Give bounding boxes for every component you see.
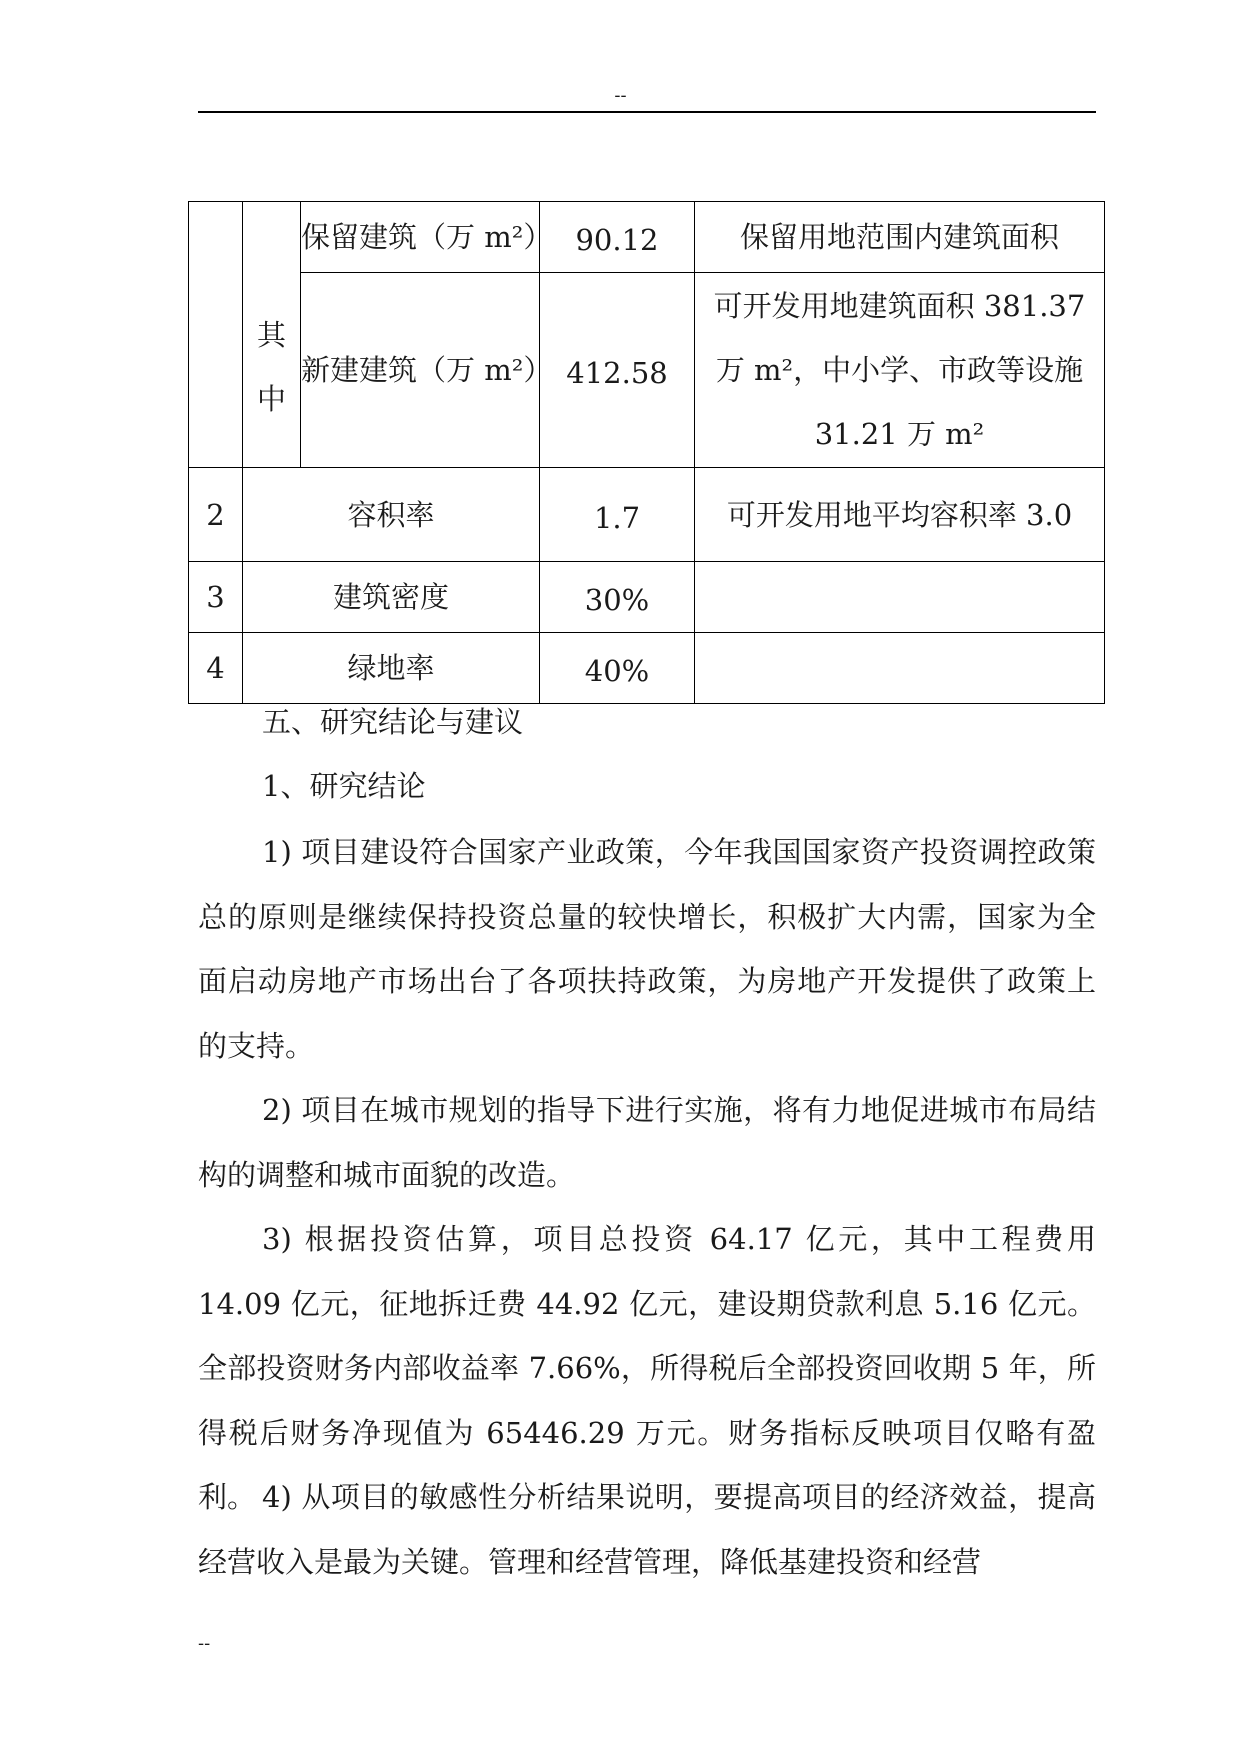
item-name-cell: 容积率	[243, 468, 540, 562]
table-row	[189, 273, 1105, 468]
qizhong-char-1: 其	[256, 317, 286, 352]
item-note-cell: 可开发用地平均容积率 3.0	[695, 468, 1105, 562]
item-note-cell	[695, 633, 1105, 704]
table-row	[189, 633, 1105, 704]
row-number-cell: 4	[189, 633, 243, 704]
header-rule	[198, 111, 1096, 113]
subsection-heading: 1、研究结论	[262, 769, 426, 803]
note-line: 31.21 万 m²	[814, 417, 985, 451]
item-note-cell: 保留用地范围内建筑面积	[695, 202, 1105, 273]
page-footer-mark: --	[198, 1633, 211, 1654]
row-number-cell	[189, 202, 243, 468]
table-row	[189, 202, 1105, 273]
item-value-cell: 30%	[540, 562, 695, 633]
qizhong-char-2: 中	[256, 381, 286, 416]
page-header-mark: --	[614, 85, 627, 106]
table-row	[189, 468, 1105, 562]
section-heading: 五、研究结论与建议	[262, 705, 524, 739]
paragraph-3: 3) 根据投资估算，项目总投资 64.17 亿元，其中工程费用 14.09 亿元，征地拆迁费 44.92 亿元，建设期贷款利息 5.16 亿元。全部投资财务内部收益率 7.66%，所得税后全部投资回收期 5 年，所得税后财务净现值为 65446.29 万元。财务指标反映项目仅略有盈利。	[198, 1222, 1096, 1514]
row-number-cell: 3	[189, 562, 243, 633]
item-value-cell: 1.7	[540, 468, 695, 562]
item-value-cell: 40%	[540, 633, 695, 704]
item-name-cell: 绿地率	[243, 633, 540, 704]
item-value-cell: 412.58	[540, 273, 695, 468]
qizhong-cell	[243, 202, 301, 468]
paragraph-2: 2) 项目在城市规划的指导下进行实施，将有力地促进城市布局结构的调整和城市面貌的改造。	[198, 1093, 1096, 1192]
item-note-cell	[695, 562, 1105, 633]
item-note-cell	[695, 273, 1105, 468]
item-value-cell: 90.12	[540, 202, 695, 273]
paragraph-4: 4) 从项目的敏感性分析结果说明，要提高项目的经济效益，提高经营收入是最为关键。管理和经营管理，降低基建投资和经营	[198, 1480, 1096, 1579]
paragraph-1: 1) 项目建设符合国家产业政策，今年我国国家资产投资调控政策总的原则是继续保持投资总量的较快增长，积极扩大内需，国家为全面启动房地产市场出台了各项扶持政策，为房地产开发提供了政策上的支持。	[198, 835, 1096, 1063]
note-line: 万 m²，中小学、市政等设施	[715, 353, 1084, 387]
item-name-cell: 新建建筑（万 m²）	[301, 273, 540, 468]
row-number-cell: 2	[189, 468, 243, 562]
note-line: 可开发用地建筑面积 381.37	[713, 289, 1086, 323]
table-row	[189, 562, 1105, 633]
item-name-cell: 保留建筑（万 m²）	[301, 202, 540, 273]
indicator-table	[188, 201, 1105, 704]
item-name-cell: 建筑密度	[243, 562, 540, 633]
